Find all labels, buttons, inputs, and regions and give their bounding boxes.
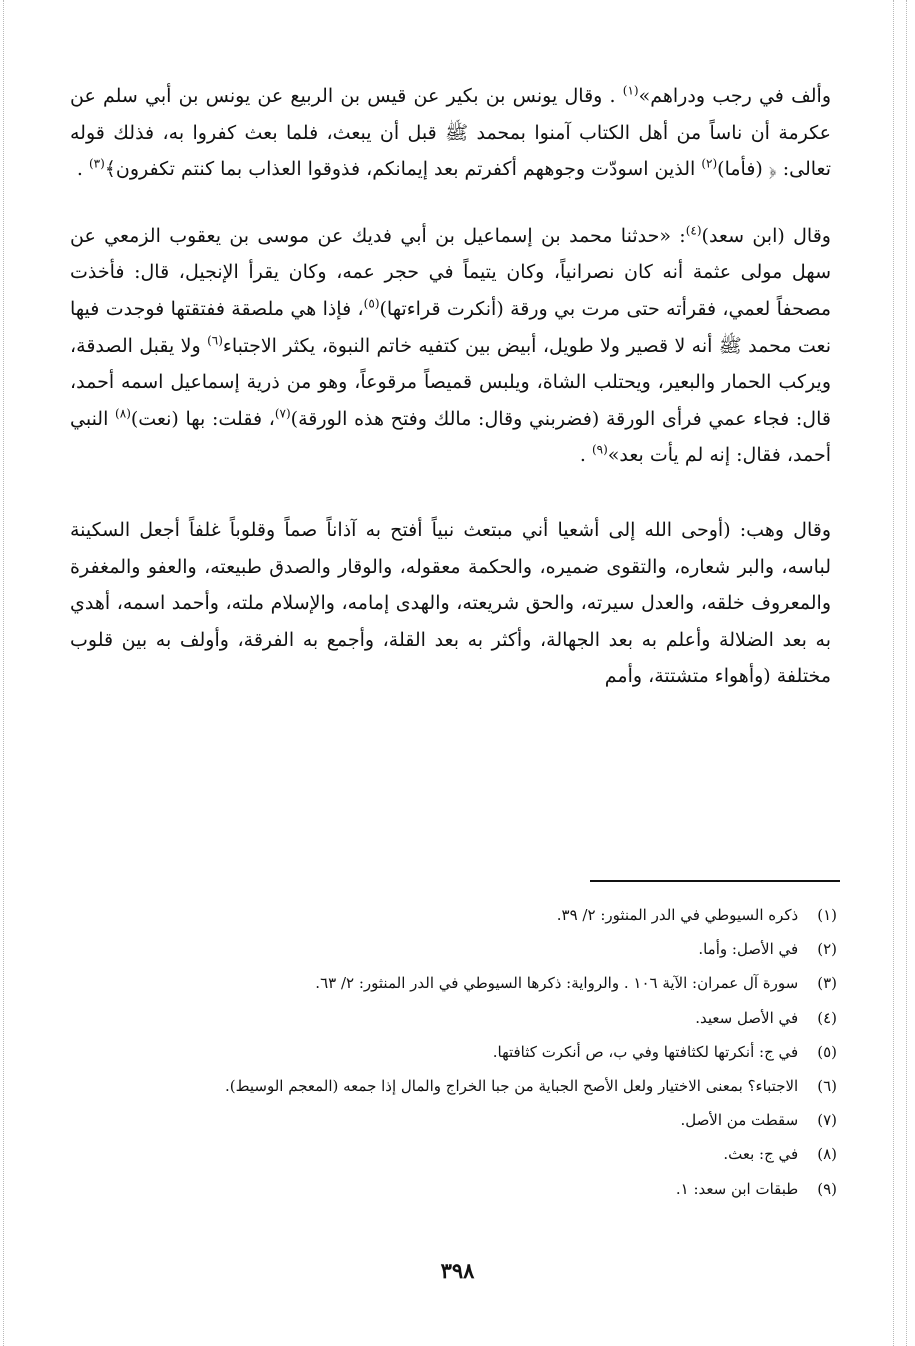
- footnote-text: طبقات ابن سعد: ١.: [675, 1179, 799, 1198]
- footnote-number: (٩): [817, 1179, 837, 1198]
- text-segment: .: [579, 444, 592, 467]
- footnote-item: [77, 1137, 837, 1171]
- text-segment: الذين اسودّت وجوههم أكفرتم بعد إيمانكم، فذوقوا العذاب بما كنتم تكفرون﴾: [104, 158, 702, 181]
- footnote-number: (٣): [817, 974, 837, 993]
- footnote-ref[interactable]: (٧): [274, 406, 291, 421]
- paragraph-1: [70, 78, 831, 188]
- footnote-text: في الأصل سعيد.: [695, 1008, 799, 1027]
- scan-edge-right-outer: [893, 0, 894, 1346]
- footnote-number: (٦): [817, 1077, 837, 1096]
- footnote-text: في ج: أنكرتها لكثافتها وفي ب، ص أنكرت كثافتها.: [492, 1042, 799, 1061]
- footnote-number: (٨): [817, 1145, 837, 1164]
- text-segment: وقال (ابن سعد): [701, 224, 831, 247]
- body-text: [70, 78, 831, 695]
- footnote-number: (٤): [817, 1008, 837, 1027]
- text-segment: وألف في رجب ودراهم»: [638, 85, 831, 107]
- footnote-item: [77, 1069, 837, 1103]
- footnote-text: في ج: بعث.: [723, 1145, 799, 1164]
- footnote-ref[interactable]: (٢): [701, 156, 718, 171]
- footnote-item: [77, 932, 837, 966]
- text-segment: النبي أحمد، فقال: إنه لم يأت بعد»: [70, 407, 831, 467]
- scan-edge-left: [3, 0, 4, 1346]
- footnote-number: (٢): [817, 940, 837, 959]
- text-segment: ، فإذا هي ملصقة ففتقتها فوجدت فيها نعت محمد ﷺ أنه لا قصير ولا طويل، أبيض بين كتفيه خاتم النبوة، يكثر الاجتباء: [70, 297, 832, 357]
- footnote-ref[interactable]: (٦): [207, 333, 223, 348]
- paragraph-3: [70, 512, 831, 695]
- text-segment: ، فقلت: بها (نعت): [130, 407, 275, 430]
- text-segment: وقال وهب: (أوحى الله إلى أشعيا أني مبتعث نبياً أفتح به آذاناً صماً وقلوباً غلفاً أجعل السكينة لباسه، والبر شعاره، والتقوى ضميره، والحكمة معقوله، والوقار والصدق طبيعته، والعفو والمغفرة والمعروف خلقه، والعدل سيرته، والحق شريعته، والهدى إمامه، والإسلام ملته، وأحمد اسمه، أهدي به بعد الضلالة وأعلم به بعد الجهالة، وأكثر به بعد القلة، وأجمع به الفرقة، وأولف به بين قلوب مختلفة (وأهواء متشتتة، وأمم: [70, 518, 831, 688]
- footnote-ref[interactable]: (١): [622, 83, 639, 98]
- footnote-ref[interactable]: (٩): [591, 443, 608, 458]
- footnote-item: [77, 898, 837, 932]
- footnote-number: (١): [817, 906, 837, 924]
- text-segment: .: [76, 158, 89, 181]
- footnote-item: [77, 1001, 837, 1035]
- footnote-item: [77, 966, 837, 1000]
- page-number: ٣٩٨: [440, 1258, 475, 1283]
- footnote-number: (٧): [817, 1111, 837, 1130]
- footnote-ref[interactable]: (٥): [363, 296, 380, 311]
- footnote-separator: [590, 880, 840, 882]
- footnote-number: (٥): [817, 1042, 837, 1061]
- footnote-text: الاجتباء؟ بمعنى الاختيار ولعل الأصح الجباية من جبا الخراج والمال إذا جمعه (المعجم الوسيط).: [225, 1077, 799, 1096]
- footnote-text: سقطت من الأصل.: [680, 1111, 799, 1130]
- footnote-ref[interactable]: (٣): [88, 156, 105, 171]
- text-segment: : «حدثنا محمد بن إسماعيل بن أبي فديك عن موسى بن يعقوب الزمعي عن سهل مولى عثمة أنه كان نصرانياً، وكان يتيماً في حجر عمه، وكان يقرأ الإنجيل، قال: فأخذت مصحفاً لعمي، فقرأته حتى مرت بي ورقة (أنكرت قراءتها): [70, 224, 831, 320]
- scan-edge-right-inner: [906, 0, 907, 1346]
- footnote-ref[interactable]: (٨): [115, 406, 131, 421]
- text-segment: . وقال يونس بن بكير عن قيس بن الربيع عن يونس بن أبي سلم عن عكرمة أن ناساً من أهل الكتاب آمنوا بمحمد ﷺ قبل أن يبعث، فلما بعث كفروا به، فذلك قوله تعالى: ﴿ (فأما): [70, 85, 831, 181]
- footnote-item: [77, 1103, 837, 1137]
- footnote-ref[interactable]: (٤): [685, 223, 702, 238]
- footnote-text: سورة آل عمران: الآية ١٠٦ . والرواية: ذكرها السيوطي في الدر المنثور: ٢/ ٦٣.: [315, 974, 799, 993]
- paragraph-2: [70, 218, 831, 474]
- footnote-text: في الأصل: وأما.: [698, 940, 799, 959]
- footnote-text: ذكره السيوطي في الدر المنثور: ٢/ ٣٩.: [556, 906, 799, 924]
- footnote-item: [77, 1172, 837, 1206]
- footnote-item: [77, 1035, 837, 1069]
- footnotes: [77, 898, 837, 1206]
- text-segment: ولا يقبل الصدقة، ويركب الحمار والبعير، ويحتلب الشاة، ويلبس قميصاً مرقوعاً، وهو من ذرية إسماعيل اسمه أحمد، قال: فجاء عمي فرأى الورقة (فضربني وقال: مالك وفتح هذه الورقة): [70, 334, 831, 430]
